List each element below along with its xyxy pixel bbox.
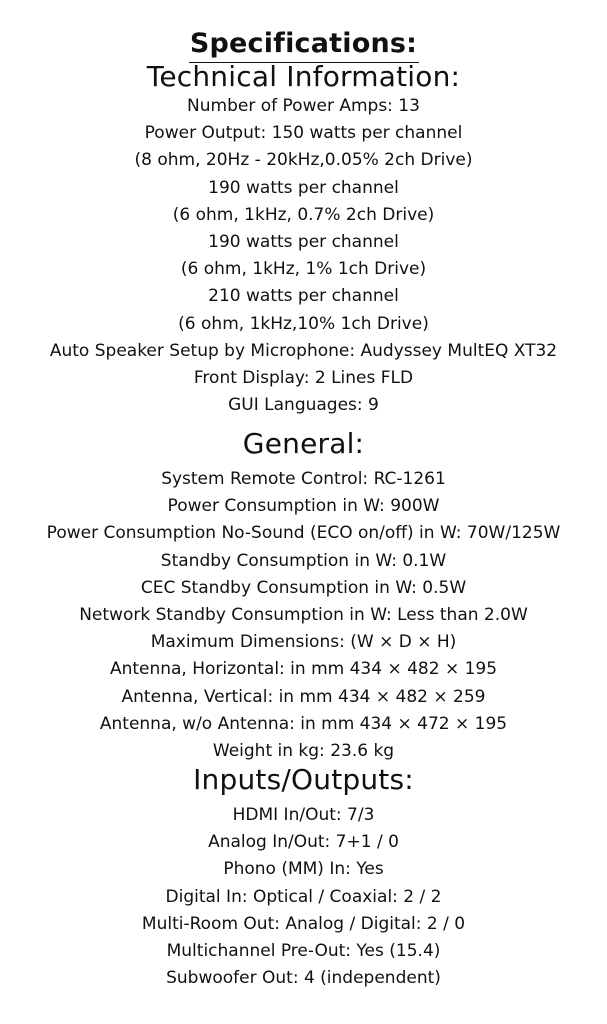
spec-line: Multi-Room Out: Analog / Digital: 2 / 0 (141, 913, 466, 934)
spec-line: GUI Languages: 9 (228, 395, 379, 416)
spec-line: Front Display: 2 Lines FLD (193, 368, 414, 389)
spec-line: 190 watts per channel (208, 232, 399, 253)
spec-line: Digital In: Optical / Coaxial: 2 / 2 (165, 886, 442, 907)
spec-line: System Remote Control: RC-1261 (161, 469, 446, 489)
spec-line: Standby Consumption in W: 0.1W (160, 550, 447, 571)
section-heading: Technical Information: (146, 60, 461, 93)
spec-list (0, 466, 607, 765)
section-heading: Inputs/Outputs: (193, 763, 414, 796)
spec-line: Antenna, Vertical: in mm 434 × 482 × 259 (121, 686, 486, 707)
spec-line: HDMI In/Out: 7/3 (232, 805, 375, 825)
section-technical-information (0, 61, 607, 419)
section-inputs-outputs (0, 758, 607, 992)
spec-line: 210 watts per channel (208, 286, 399, 307)
spec-line: (6 ohm, 1kHz, 0.7% 2ch Drive) (172, 204, 435, 225)
spec-line: Multichannel Pre-Out: Yes (15.4) (166, 941, 441, 962)
spec-line: Weight in kg: 23.6 kg (212, 741, 395, 762)
spec-line: Subwoofer Out: 4 (independent) (166, 968, 441, 989)
spec-line: 190 watts per channel (208, 177, 399, 198)
spec-line: Phono (MM) In: Yes (223, 859, 384, 880)
spec-line: Number of Power Amps: 13 (187, 96, 420, 116)
spec-line: Power Consumption No-Sound (ECO on/off) in W: 70W/125W (46, 523, 561, 544)
spec-line: CEC Standby Consumption in W: 0.5W (140, 577, 467, 598)
spec-line: (6 ohm, 1kHz, 1% 1ch Drive) (180, 259, 427, 280)
spec-line: Antenna, w/o Antenna: in mm 434 × 472 × 195 (99, 713, 508, 734)
page-title: Specifications: (189, 28, 418, 59)
title-block (0, 26, 607, 63)
section-heading: General: (242, 427, 365, 460)
section-general (0, 422, 607, 765)
spec-line: (8 ohm, 20Hz - 20kHz,0.05% 2ch Drive) (134, 150, 473, 171)
spec-line: Maximum Dimensions: (W × D × H) (150, 632, 457, 653)
spec-line: Network Standby Consumption in W: Less than 2.0W (79, 605, 528, 626)
spec-line: Power Consumption in W: 900W (167, 496, 440, 517)
spec-line: Antenna, Horizontal: in mm 434 × 482 × 195 (109, 659, 498, 680)
spec-list (0, 93, 607, 419)
spec-line: Power Output: 150 watts per channel (144, 123, 463, 144)
spec-line: Analog In/Out: 7+1 / 0 (208, 832, 399, 853)
spec-line: (6 ohm, 1kHz,10% 1ch Drive) (178, 313, 429, 334)
spec-list (0, 802, 607, 992)
spec-line: Auto Speaker Setup by Microphone: Audyssey MultEQ XT32 (49, 340, 558, 361)
